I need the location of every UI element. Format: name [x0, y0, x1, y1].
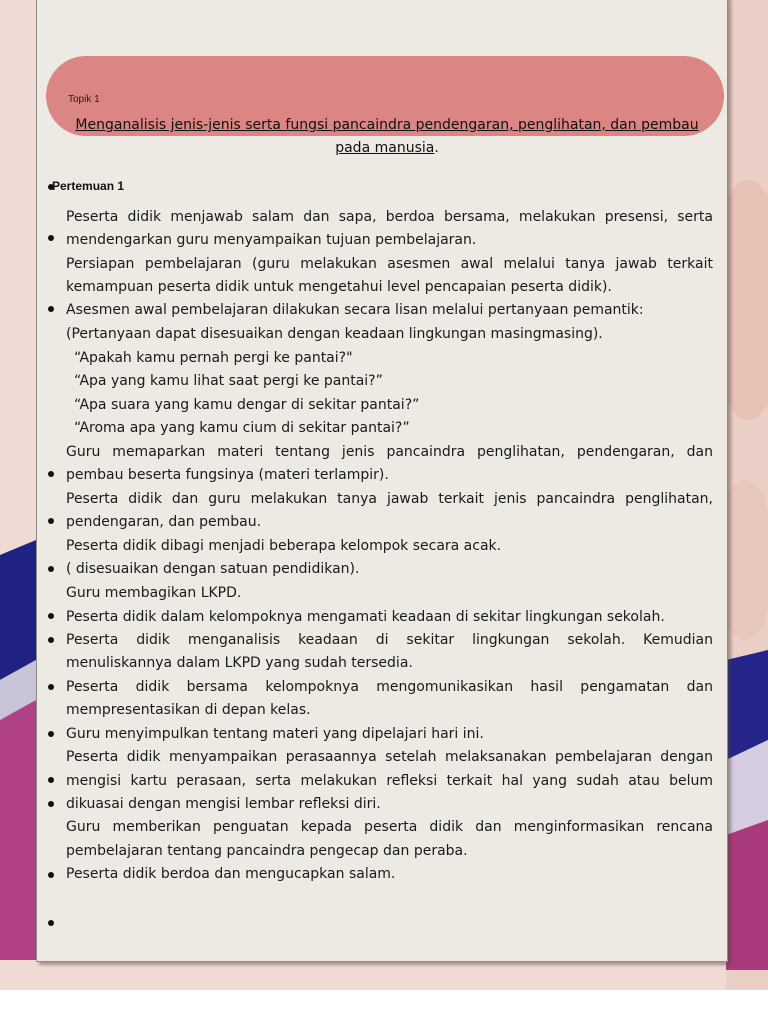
bullet-point [48, 731, 54, 737]
text-line: Peserta didik berdoa dan mengucapkan salam. [66, 866, 396, 882]
text-line: Asesmen awal pembelajaran dilakukan secara lisan melalui pertanyaan pemantik: [66, 302, 644, 318]
text-line: Peserta didik menjawab salam dan sapa, berdoa bersama, melakukan presensi, serta [66, 209, 713, 225]
bullet-point [48, 471, 54, 477]
text-line: dikuasai dengan mengisi lembar refleksi diri. [66, 796, 381, 812]
text-line: mendengarkan guru menyampaikan tujuan pembelajaran. [66, 232, 477, 248]
text-line: “Aroma apa yang kamu cium di sekitar pantai?” [74, 420, 410, 436]
text-line: (Pertanyaan dapat disesuaikan dengan keadaan lingkungan masingmasing). [66, 326, 603, 342]
bullet-point [48, 613, 54, 619]
bullet-point [48, 566, 54, 572]
text-line: Peserta didik dalam kelompoknya mengamati keadaan di sekitar lingkungan sekolah. [66, 609, 665, 625]
bullet-point [48, 306, 54, 312]
bullet-point [48, 518, 54, 524]
topic-label: Topik 1 [68, 94, 100, 105]
lesson-title-period: . [434, 140, 439, 156]
meeting-heading: Pertemuan 1 [52, 179, 125, 193]
text-line: Guru membagikan LKPD. [66, 585, 242, 601]
text-line: ( disesuaikan dengan satuan pendidikan). [66, 561, 360, 577]
bullet-point [48, 801, 54, 807]
text-line: “Apa yang kamu lihat saat pergi ke pantai?” [74, 373, 383, 389]
lesson-title-text-2: pada manusia [335, 140, 435, 156]
text-line: mengisi kartu perasaan, serta melakukan refleksi terkait hal yang sudah atau belum [66, 773, 713, 789]
bullet-point [48, 777, 54, 783]
text-line: pembau beserta fungsinya (materi terlampir). [66, 467, 389, 483]
text-line: Guru memberikan penguatan kepada peserta didik dan menginformasikan rencana [66, 819, 713, 835]
lesson-title-line-1 [48, 117, 726, 133]
text-line: mempresentasikan di depan kelas. [66, 702, 311, 718]
lesson-title-line-2 [48, 140, 726, 156]
text-line: menuliskannya dalam LKPD yang sudah tersedia. [66, 655, 413, 671]
text-line: Persiapan pembelajaran (guru melakukan asesmen awal melalui tanya jawab terkait [66, 256, 713, 272]
bullet-point [48, 920, 54, 926]
text-line: Peserta didik menganalisis keadaan di sekitar lingkungan sekolah. Kemudian [66, 632, 713, 648]
text-line: Peserta didik bersama kelompoknya mengomunikasikan hasil pengamatan dan [66, 679, 713, 695]
text-line: Peserta didik dibagi menjadi beberapa kelompok secara acak. [66, 538, 502, 554]
lesson-title-text-1: Menganalisis jenis-jenis serta fungsi pancaindra pendengaran, penglihatan, dan pembau [75, 117, 699, 133]
text-line: pendengaran, dan pembau. [66, 514, 262, 530]
bullet-point [48, 637, 54, 643]
text-line: Peserta didik dan guru melakukan tanya jawab terkait jenis pancaindra penglihatan, [66, 491, 713, 507]
text-line: Peserta didik menyampaikan perasaannya setelah melaksanakan pembelajaran dengan [66, 749, 713, 765]
bullet-point [48, 684, 54, 690]
text-line: pembelajaran tentang pancaindra pengecap dan peraba. [66, 843, 468, 859]
text-line: Guru menyimpulkan tentang materi yang dipelajari hari ini. [66, 726, 484, 742]
text-line: “Apa suara yang kamu dengar di sekitar pantai?” [74, 397, 420, 413]
bullet-point [48, 872, 54, 878]
bullet-point [48, 235, 54, 241]
text-line: “Apakah kamu pernah pergi ke pantai?" [74, 350, 353, 366]
text-line: Guru memaparkan materi tentang jenis pancaindra penglihatan, pendengaran, dan [66, 444, 713, 460]
text-line: kemampuan peserta didik untuk mengetahui level pencapaian peserta didik). [66, 279, 612, 295]
